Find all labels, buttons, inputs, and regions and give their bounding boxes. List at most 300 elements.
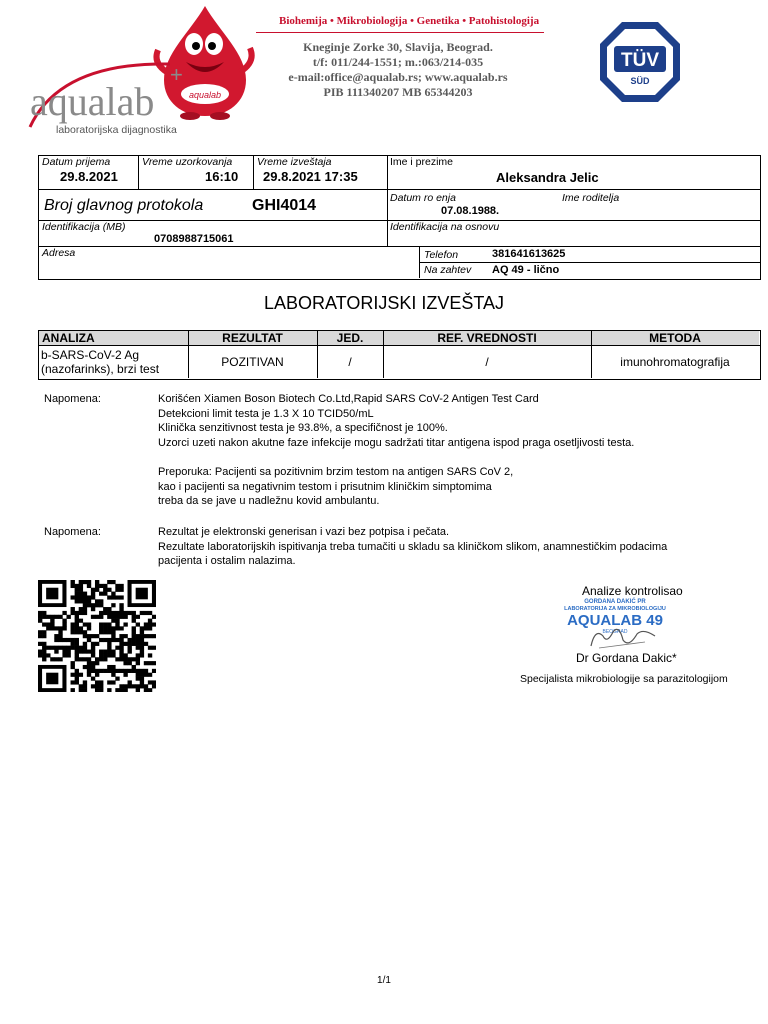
form-rule	[38, 246, 760, 247]
qr-module	[128, 638, 132, 642]
qr-module	[123, 661, 127, 665]
qr-module	[71, 665, 75, 669]
qr-module	[46, 626, 50, 630]
qr-module	[103, 607, 107, 611]
qr-module	[83, 603, 87, 607]
qr-module	[95, 669, 99, 673]
qr-module	[132, 611, 136, 615]
qr-module	[46, 615, 50, 619]
qr-module	[107, 653, 111, 657]
qr-module	[119, 657, 123, 661]
qr-module	[140, 626, 144, 630]
qr-module	[136, 684, 140, 688]
qr-module	[38, 615, 42, 619]
cell-analiza-line2: (nazofarinks), brzi test	[41, 362, 160, 376]
qr-module	[83, 642, 87, 646]
table-rule	[38, 345, 760, 346]
qr-module	[103, 588, 107, 592]
page-number: 1/1	[377, 975, 391, 986]
qr-module	[144, 611, 148, 615]
qr-module	[132, 619, 136, 623]
telefon-label: Telefon	[424, 249, 459, 261]
qr-module	[54, 615, 58, 619]
logo-tagline: laboratorijska dijagnostika	[56, 124, 177, 136]
qr-module	[91, 642, 95, 646]
note-line: treba da se jave u nadležnu kovid ambulantu.	[158, 495, 380, 507]
qr-module	[75, 615, 79, 619]
qr-module	[46, 673, 58, 685]
qr-module	[148, 673, 152, 677]
qr-module	[87, 634, 91, 638]
qr-module	[71, 680, 75, 684]
qr-module	[79, 611, 83, 615]
qr-module	[107, 626, 111, 630]
qr-module	[152, 622, 156, 626]
qr-module	[58, 634, 62, 638]
qr-module	[83, 599, 87, 603]
qr-module	[38, 650, 42, 654]
qr-module	[123, 615, 127, 619]
qr-module	[119, 595, 123, 599]
qr-module	[107, 607, 111, 611]
qr-module	[87, 657, 91, 661]
qr-module	[136, 661, 140, 665]
qr-module	[87, 626, 91, 630]
qr-module	[132, 626, 136, 630]
qr-module	[87, 580, 91, 584]
qr-module	[83, 657, 87, 661]
patient-name: Aleksandra Jelic	[496, 170, 599, 185]
qr-module	[107, 595, 111, 599]
qr-module	[75, 650, 79, 654]
qr-module	[132, 634, 136, 638]
qr-module	[123, 688, 127, 692]
qr-module	[46, 588, 58, 600]
qr-module	[75, 592, 79, 596]
qr-module	[111, 673, 115, 677]
qr-module	[42, 642, 46, 646]
qr-module	[62, 611, 66, 615]
note-line: Detekcioni limit testa je 1.3 X 10 TCID50/mL	[158, 407, 374, 420]
qr-module	[119, 607, 123, 611]
qr-module	[115, 615, 119, 619]
qr-module	[99, 684, 103, 688]
qr-module	[103, 584, 107, 588]
form-rule	[419, 262, 760, 263]
qr-module	[128, 669, 132, 673]
qr-module	[75, 669, 79, 673]
qr-module	[42, 611, 46, 615]
qr-module	[91, 592, 95, 596]
qr-module	[119, 650, 123, 654]
qr-module	[75, 630, 79, 634]
qr-module	[71, 626, 75, 630]
note-block-1	[158, 392, 634, 450]
qr-module	[103, 669, 107, 673]
qr-module	[66, 638, 70, 642]
qr-module	[115, 611, 119, 615]
qr-module	[42, 630, 46, 634]
qr-module	[91, 653, 95, 657]
qr-module	[71, 688, 75, 692]
qr-module	[99, 599, 103, 603]
qr-module	[111, 611, 115, 615]
qr-module	[107, 646, 111, 650]
qr-module	[111, 680, 115, 684]
qr-module	[87, 638, 91, 642]
qr-module	[119, 642, 123, 646]
qr-module	[42, 657, 46, 661]
qr-module	[95, 657, 99, 661]
qr-module	[115, 619, 119, 623]
qr-module	[38, 634, 42, 638]
qr-module	[148, 622, 152, 626]
qr-module	[58, 615, 62, 619]
qr-module	[71, 661, 75, 665]
qr-module	[107, 622, 111, 626]
qr-module	[99, 680, 103, 684]
qr-module	[91, 607, 95, 611]
qr-module	[75, 642, 79, 646]
qr-module	[58, 646, 62, 650]
qr-module	[119, 588, 123, 592]
qr-module	[83, 634, 87, 638]
col-header-analiza: ANALIZA	[42, 331, 95, 345]
qr-module	[83, 595, 87, 599]
qr-module	[50, 622, 54, 626]
qr-module	[87, 661, 91, 665]
qr-module	[115, 622, 119, 626]
qr-module	[103, 650, 107, 654]
qr-module	[128, 646, 132, 650]
note-line: Rezultat je elektronski generisan i vazi bez potpisa i pečata.	[158, 526, 450, 538]
qr-module	[54, 646, 58, 650]
recommendation-block	[158, 465, 513, 509]
stamp-city: BEOGRAD	[602, 629, 628, 635]
qr-module	[123, 653, 127, 657]
qr-module	[91, 677, 95, 681]
qr-module	[107, 688, 111, 692]
qr-module	[75, 588, 79, 592]
qr-module	[132, 665, 136, 669]
qr-module	[111, 592, 115, 596]
qr-module	[79, 646, 83, 650]
qr-module	[148, 680, 152, 684]
datum-rodjenja-value: 07.08.1988.	[441, 205, 500, 217]
qr-module	[152, 661, 156, 665]
qr-module	[83, 665, 87, 669]
qr-module	[83, 611, 87, 615]
col-header-rezultat: REZULTAT	[222, 331, 283, 345]
qr-module	[152, 646, 156, 650]
qr-module	[111, 669, 115, 673]
qr-module	[136, 673, 140, 677]
qr-module	[152, 680, 156, 684]
qr-module	[152, 615, 156, 619]
qr-module	[152, 634, 156, 638]
qr-module	[71, 611, 75, 615]
qr-module	[91, 665, 95, 669]
stamp-line-1: GORDANA DAKIĆ PR	[584, 599, 646, 605]
qr-module	[115, 588, 119, 592]
qr-module	[132, 657, 136, 661]
mascot-text: aqualab	[188, 90, 222, 100]
qr-module	[140, 684, 144, 688]
qr-module	[62, 622, 66, 626]
ime-roditelja-label: Ime roditelja	[562, 192, 620, 204]
qr-module	[123, 611, 127, 615]
qr-module	[140, 638, 144, 642]
qr-module	[83, 646, 87, 650]
qr-module	[128, 642, 132, 646]
qr-module	[132, 638, 136, 642]
qr-module	[91, 650, 95, 654]
form-rule	[138, 155, 139, 189]
handwritten-signature	[585, 622, 665, 652]
qr-module	[132, 630, 136, 634]
qr-module	[46, 646, 50, 650]
qr-module	[95, 634, 99, 638]
qr-module	[83, 688, 87, 692]
qr-module	[144, 634, 148, 638]
qr-module	[75, 619, 79, 623]
qr-module	[119, 669, 123, 673]
qr-module	[91, 588, 95, 592]
qr-module	[71, 622, 75, 626]
qr-module	[107, 638, 111, 642]
qr-module	[54, 650, 58, 654]
qr-module	[79, 595, 83, 599]
protokol-label: Broj glavnog protokola	[44, 197, 204, 214]
qr-module	[50, 619, 54, 623]
qr-module	[103, 638, 107, 642]
qr-module	[107, 580, 111, 584]
qr-module	[107, 669, 111, 673]
qr-module	[107, 650, 111, 654]
qr-module	[136, 588, 148, 600]
qr-module	[38, 642, 42, 646]
qr-module	[107, 642, 111, 646]
datum-rodjenja-label: Datum ro enja	[390, 192, 456, 204]
qr-module	[99, 669, 103, 673]
qr-module	[99, 657, 103, 661]
qr-module	[58, 638, 62, 642]
qr-module	[58, 657, 62, 661]
qr-module	[123, 622, 127, 626]
qr-module	[136, 646, 140, 650]
cell-jed: /	[348, 355, 352, 369]
note-line: kao i pacijenti sa negativnim testom i prisutnim kliničkim simptomima	[158, 480, 492, 493]
qr-module	[79, 588, 83, 592]
qr-module	[71, 673, 75, 677]
qr-module	[140, 669, 144, 673]
qr-module	[99, 653, 103, 657]
vreme-izvestaja-value: 29.8.2021 17:35	[263, 169, 358, 184]
qr-module	[75, 657, 79, 661]
qr-module	[115, 646, 119, 650]
qr-module	[148, 653, 152, 657]
qr-module	[140, 634, 144, 638]
qr-module	[111, 619, 115, 623]
datum-prijema-value: 29.8.2021	[60, 169, 118, 184]
col-header-jed: JED.	[336, 331, 364, 345]
cert-logo-bottom: SÜD	[630, 76, 650, 86]
qr-module	[148, 619, 152, 623]
qr-module	[128, 680, 132, 684]
qr-module	[50, 646, 54, 650]
qr-module	[140, 680, 144, 684]
qr-module	[91, 595, 95, 599]
pib-line: PIB 111340207 MB 65344203	[323, 85, 473, 99]
qr-module	[111, 650, 115, 654]
qr-module	[144, 673, 148, 677]
qr-module	[38, 653, 42, 657]
qr-module	[99, 630, 103, 634]
qr-module	[144, 622, 148, 626]
qr-module	[119, 638, 123, 642]
qr-module	[38, 630, 42, 634]
qr-module	[50, 626, 54, 630]
qr-module	[115, 657, 119, 661]
qr-module	[79, 626, 83, 630]
note-label-1: Napomena:	[44, 393, 101, 405]
qr-module	[103, 653, 107, 657]
col-header-metoda: METODA	[649, 331, 701, 345]
qr-module	[87, 603, 91, 607]
col-header-ref: REF. VREDNOSTI	[437, 331, 537, 345]
qr-module	[87, 599, 91, 603]
qr-module	[42, 653, 46, 657]
cell-rezultat: POZITIVAN	[221, 355, 284, 369]
qr-module	[119, 634, 123, 638]
qr-module	[123, 669, 127, 673]
qr-module	[136, 657, 140, 661]
qr-module	[115, 638, 119, 642]
qr-module	[111, 665, 115, 669]
note-block-2	[158, 525, 667, 569]
qr-module	[111, 653, 115, 657]
qr-module	[87, 665, 91, 669]
qr-module	[91, 646, 95, 650]
qr-module	[115, 669, 119, 673]
note-line: Preporuka: Pacijenti sa pozitivnim brzim testom na antigen SARS CoV 2,	[158, 466, 514, 478]
ime-label: Ime i prezime	[390, 156, 454, 168]
qr-module	[136, 677, 140, 681]
qr-module	[87, 669, 91, 673]
qr-module	[66, 615, 70, 619]
qr-module	[107, 680, 111, 684]
qr-module	[58, 630, 62, 634]
qr-module	[62, 619, 66, 623]
form-rule	[253, 155, 254, 189]
qr-module	[123, 684, 127, 688]
qr-module	[95, 673, 99, 677]
qr-module	[62, 646, 66, 650]
qr-module	[99, 592, 103, 596]
qr-module	[152, 669, 156, 673]
qr-module	[144, 626, 148, 630]
telefon-value: 381641613625	[492, 248, 566, 260]
qr-module	[95, 584, 99, 588]
qr-module	[148, 626, 152, 630]
qr-module	[115, 688, 119, 692]
qr-module	[95, 599, 99, 603]
qr-module	[111, 603, 115, 607]
qr-module	[71, 642, 75, 646]
report-title: LABORATORIJSKI IZVEŠTAJ	[263, 293, 505, 313]
stamp-line-2: LABORATORIJA ZA MIKROBIOLOGIJU	[564, 606, 666, 612]
vreme-izvestaja-label: Vreme izveštaja	[257, 156, 332, 168]
qr-module	[46, 653, 50, 657]
address-line: Kneginje Zorke 30, Slavija, Beograd.	[303, 40, 493, 54]
qr-module	[42, 622, 46, 626]
qr-module	[111, 638, 115, 642]
qr-module	[107, 630, 111, 634]
qr-module	[111, 630, 115, 634]
qr-module	[123, 657, 127, 661]
qr-module	[136, 615, 140, 619]
qr-module	[71, 595, 75, 599]
qr-module	[140, 677, 144, 681]
qr-module	[79, 584, 83, 588]
qr-module	[132, 669, 136, 673]
qr-module	[103, 611, 107, 615]
qr-module	[99, 638, 103, 642]
qr-module	[144, 661, 148, 665]
qr-module	[132, 684, 136, 688]
qr-module	[103, 626, 107, 630]
qr-module	[54, 638, 58, 642]
qr-module	[99, 603, 103, 607]
qr-module	[111, 634, 115, 638]
qr-module	[75, 646, 79, 650]
qr-module	[119, 653, 123, 657]
svg-text:+: +	[170, 62, 183, 87]
cell-metoda: imunohromatografija	[620, 355, 730, 369]
qr-module	[58, 626, 62, 630]
qr-module	[79, 673, 83, 677]
qr-module	[148, 661, 152, 665]
qr-module	[46, 622, 50, 626]
qr-module	[136, 642, 140, 646]
qr-module	[119, 626, 123, 630]
header-divider	[256, 32, 544, 33]
qr-module	[140, 611, 144, 615]
qr-module	[119, 584, 123, 588]
qr-module	[144, 684, 148, 688]
qr-module	[136, 653, 140, 657]
qr-module	[79, 657, 83, 661]
qr-module	[66, 650, 70, 654]
qr-module	[115, 584, 119, 588]
qr-module	[123, 634, 127, 638]
signer-name: Dr Gordana Dakic*	[576, 651, 677, 665]
qr-module	[99, 650, 103, 654]
qr-module	[62, 638, 66, 642]
note-line: Korišćen Xiamen Boson Biotech Co.Ltd,Rapid SARS CoV-2 Antigen Test Card	[158, 393, 539, 405]
qr-code	[38, 580, 156, 692]
note-line: pacijenta i ostalim nalazima.	[158, 555, 296, 567]
qr-module	[128, 661, 132, 665]
qr-module	[119, 688, 123, 692]
qr-module	[83, 684, 87, 688]
qr-module	[99, 626, 103, 630]
phone-line: t/f: 011/244-1551; m.:063/214-035	[312, 55, 484, 69]
qr-module	[83, 592, 87, 596]
qr-module	[103, 657, 107, 661]
qr-module	[115, 677, 119, 681]
qr-module	[75, 680, 79, 684]
